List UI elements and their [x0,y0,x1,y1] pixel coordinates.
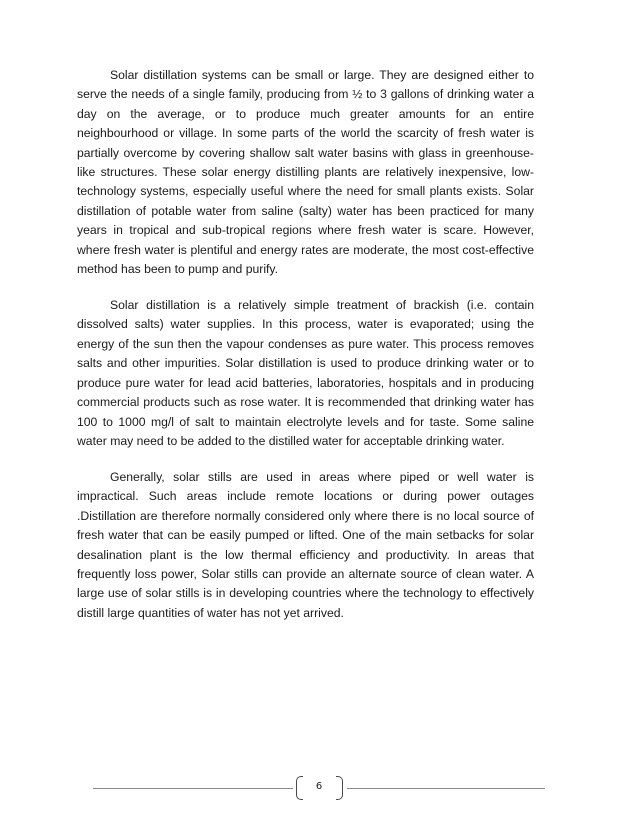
right-bracket-icon [336,776,343,800]
paragraph-uses-of-solar-stills: Generally, solar stills are used in areas where piped or well water is impractical. Such areas include remote locations or during power outages .Distillation are therefore normally considered only where there is no local source of fresh water that can be easily pumped or lifted. One of the main setbacks for solar desalination plant is the low thermal efficiency and productivity. In areas that frequently loss power, Solar stills can provide an alternate source of clean water. A large use of solar stills is in developing countries where the technology to effectively distill large quantities of water has not yet arrived. [77,469,534,620]
body-text [77,66,534,640]
page-footer [0,776,638,802]
paragraph-treatment-of-brackish-water: Solar distillation is a relatively simple treatment of brackish (i.e. contain dissolved salts) water supplies. In this process, water is evaporated; using the energy of the sun then the vapour condenses as pure water. This process removes salts and other impurities. Solar distillation is used to produce drinking water or to produce pure water for lead acid batteries, laboratories, hospitals and in producing commercial products such as rose water. It is recommended that drinking water has 100 to 1000 mg/l of salt to maintain electrolyte levels and for taste. Some saline water may need to be added to the distilled water for acceptable drinking water. [77,298,534,448]
footer-rule-right [347,788,545,789]
left-bracket-icon [296,776,303,800]
paragraph-solar-distillation-systems: Solar distillation systems can be small or large. They are designed either to serve the needs of a single family, producing from ½ to 3 gallons of drinking water a day on the average, or to produce much greater amounts for an entire neighbourhood or village. In some parts of the world the scarcity of fresh water is partially overcome by covering shallow salt water basins with glass in greenhouse-like structures. These solar energy distilling plants are relatively inexpensive, low-technology systems, especially useful where the need for small plants exists. Solar distillation of potable water from saline (salty) water has been practiced for many years in tropical and sub-tropical regions where fresh water is scare. However, where fresh water is plentiful and energy rates are moderate, the most cost-effective method has been to pump and purify. [77,68,534,277]
page-number: 6 [315,781,323,792]
footer-rule-left [93,788,293,789]
